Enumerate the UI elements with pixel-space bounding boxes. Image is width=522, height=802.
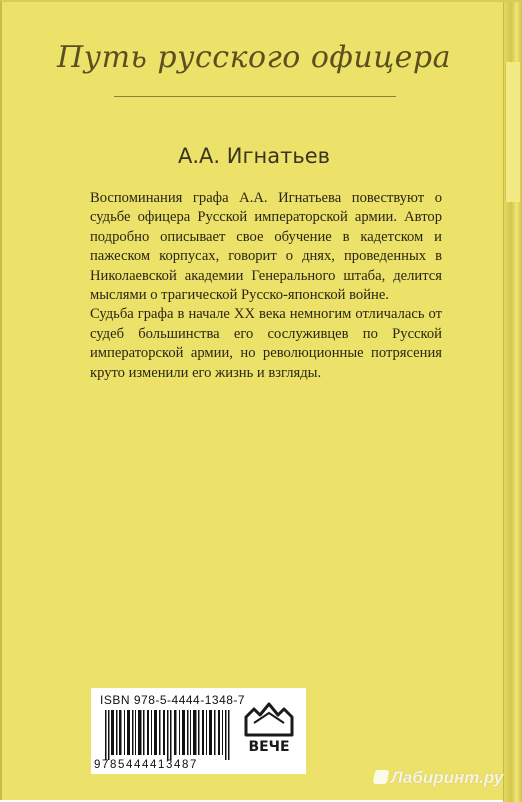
publisher-emblem-icon bbox=[240, 701, 298, 741]
annotation-paragraph-1: Воспоминания графа А.А. Игнатьева повествуют о судьбе офицера Русской императорской армии. Автор подробно описывает свое обучение в кадетском и пажеском корпусах, говорит о днях, проведенных в Николаевской академии Генерального штаба, делится мыслями о трагической Русско-японской войне. bbox=[90, 190, 442, 304]
spine-tab bbox=[505, 62, 520, 202]
book-annotation bbox=[90, 189, 442, 383]
publisher-logo bbox=[240, 701, 298, 765]
barcode-icon bbox=[105, 710, 233, 760]
barcode-panel bbox=[91, 688, 306, 774]
series-divider bbox=[114, 96, 396, 97]
author-name: А.А. Игнатьев bbox=[177, 144, 330, 168]
isbn-label: ISBN 978-5-4444-1348-7 bbox=[100, 693, 246, 707]
watermark-text: Лабиринт.ру bbox=[391, 768, 504, 787]
publisher-logo-text: ВЕЧЕ bbox=[248, 739, 290, 755]
barcode-digits: 9785444413487 bbox=[94, 759, 198, 771]
watermark bbox=[374, 768, 503, 788]
watermark-logo-icon bbox=[373, 770, 389, 784]
annotation-paragraph-2: Судьба графа в начале XX века немногим отличалась от судеб большинства его сослуживцев по Русской императорской армии, но революционные потрясения круто изменили его жизнь и взгляды. bbox=[90, 306, 442, 381]
series-title: Путь русского офицера bbox=[57, 40, 451, 75]
